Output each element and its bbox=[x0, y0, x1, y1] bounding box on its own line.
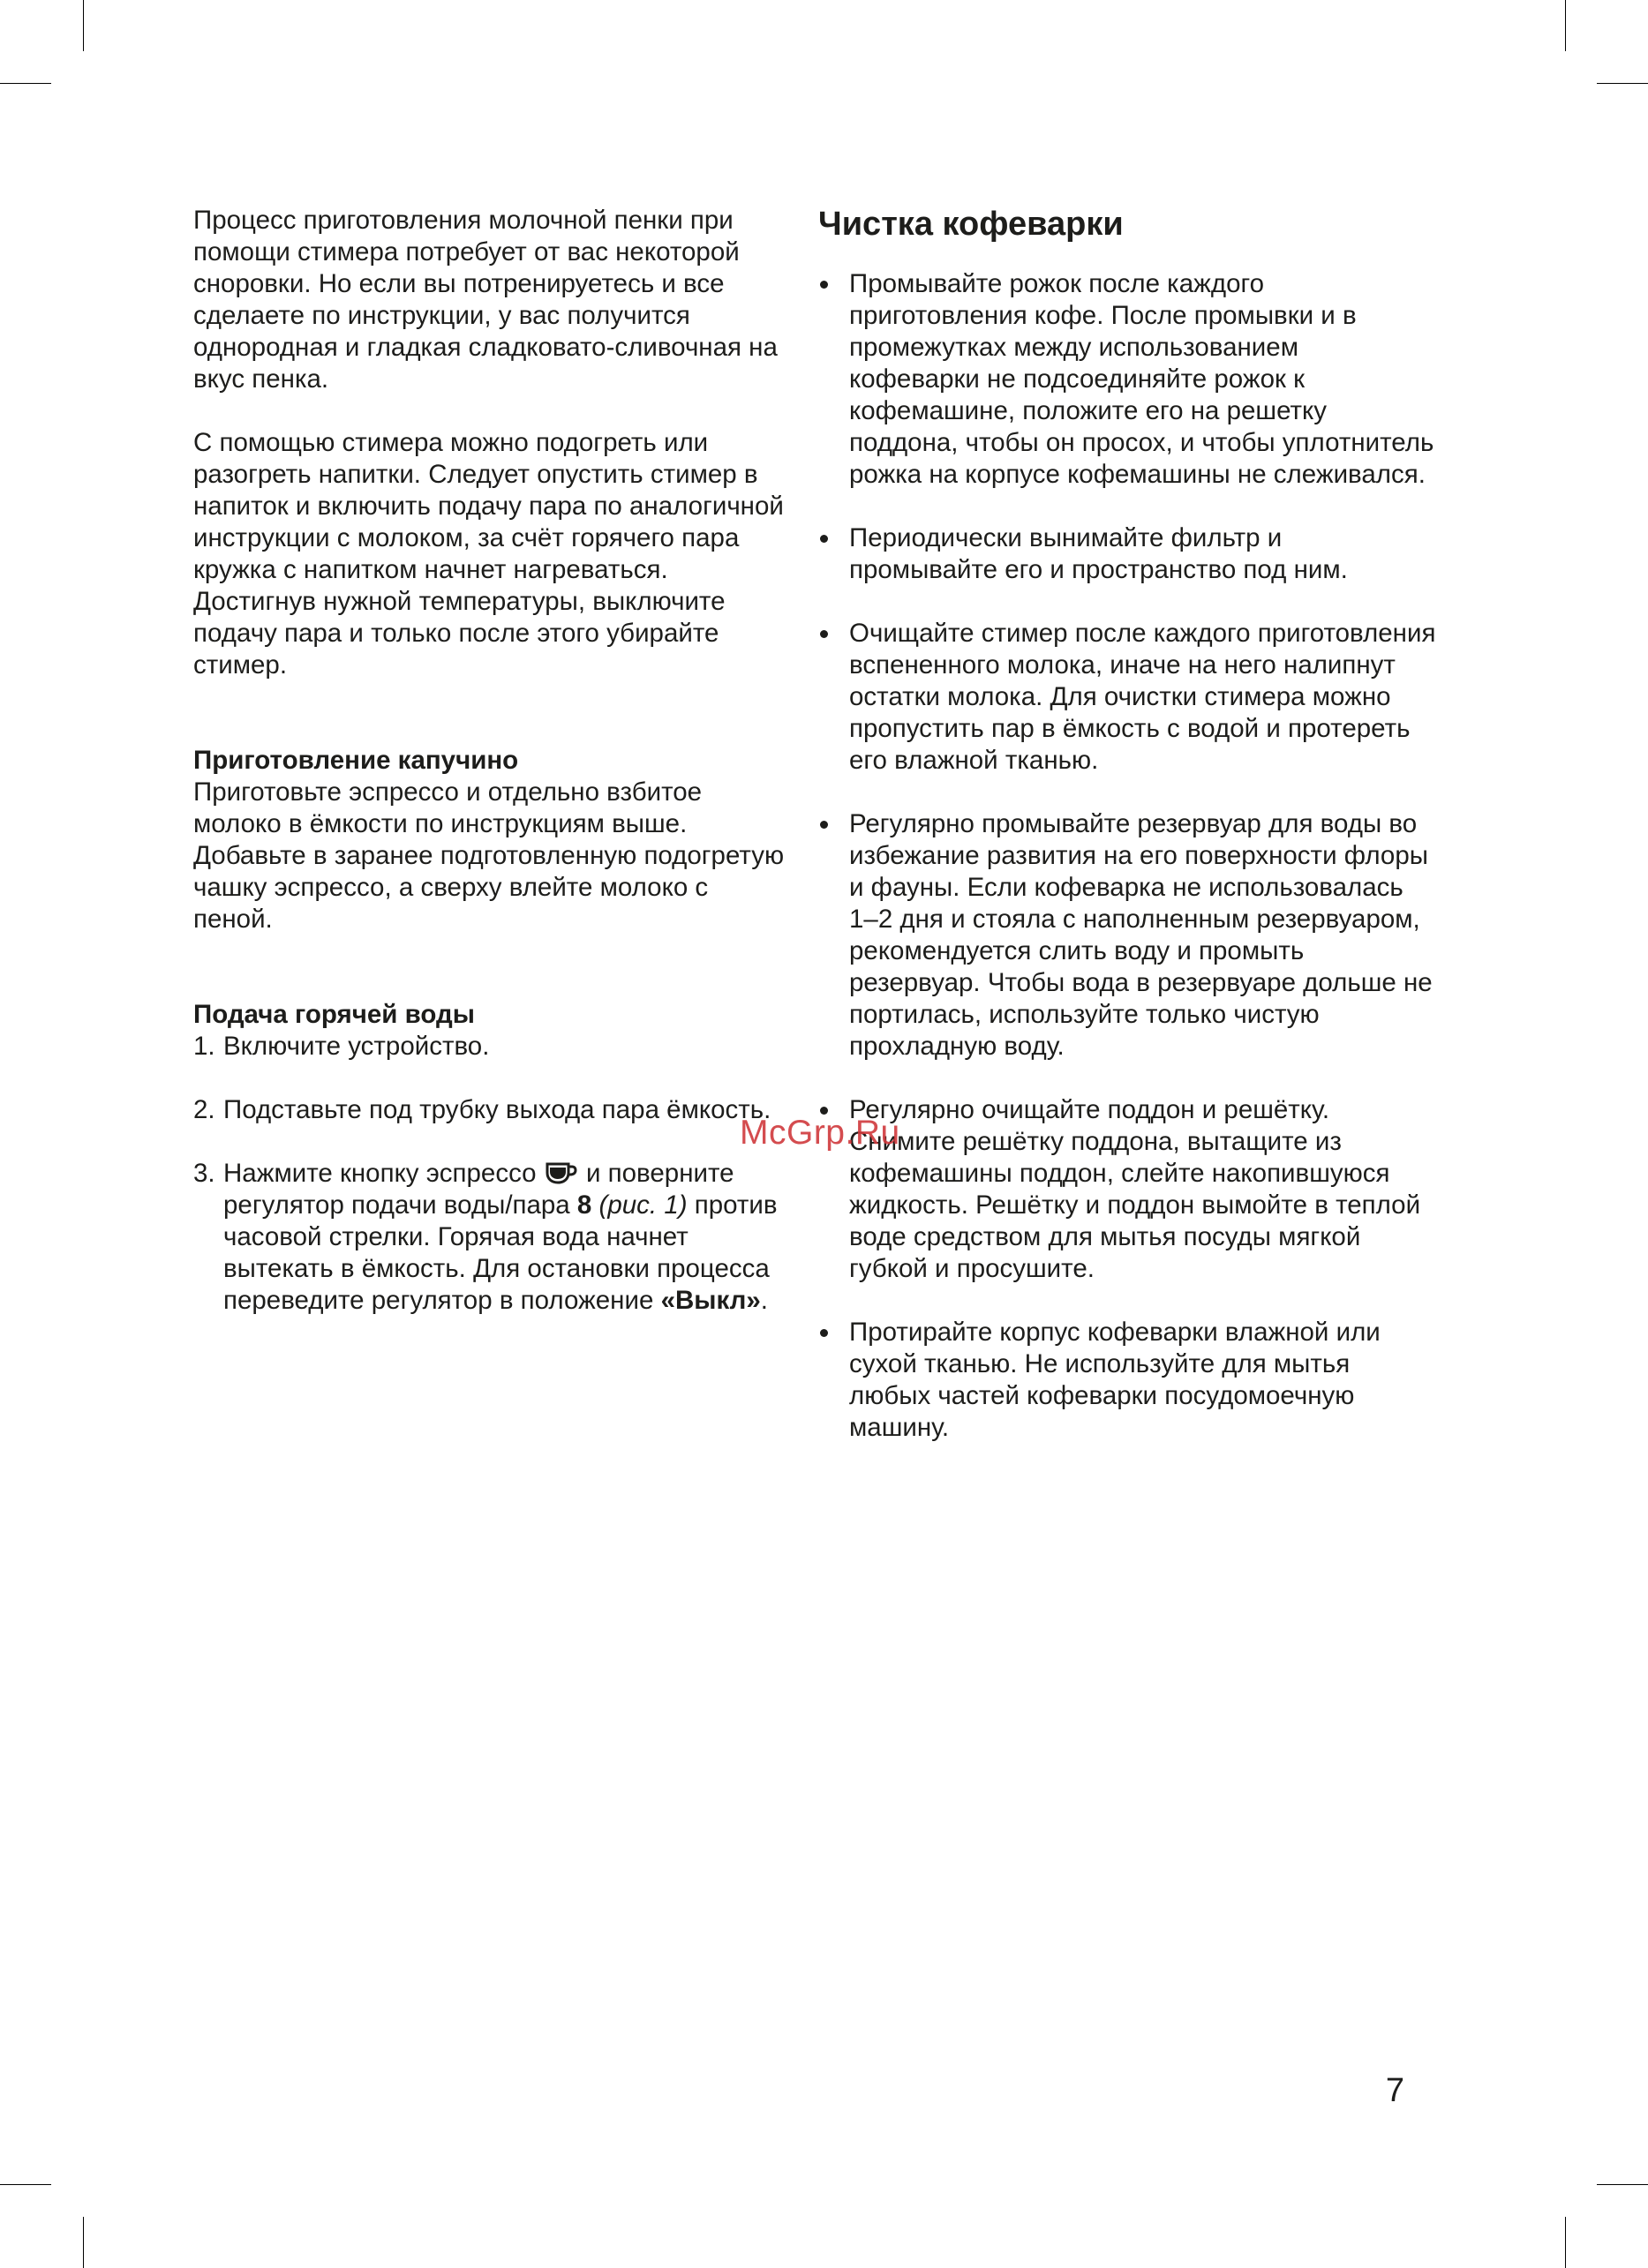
list-item-text: Промывайте рожок после каждого приготовления кофе. После промывки и в промежутках между использованием кофеварки не подсоединяйте рожок к кофемашине, положите его на решетку поддона, чтобы он просох, и чтобы уплотнитель рожка на корпусе кофемашины не слеживался. bbox=[849, 269, 1434, 489]
bullet-dot bbox=[820, 821, 828, 829]
step-text-part1: Нажмите кнопку эспрессо bbox=[223, 1159, 537, 1188]
step-item bbox=[193, 1031, 794, 1063]
step-item bbox=[193, 1158, 794, 1317]
bullet-dot bbox=[820, 1329, 828, 1337]
crop-mark bbox=[0, 83, 51, 84]
step-text: Включите устройство. bbox=[223, 1032, 490, 1061]
off-position-label: «Выкл» bbox=[660, 1286, 761, 1315]
list-item bbox=[818, 522, 1436, 586]
cappuccino-section bbox=[193, 745, 794, 935]
cleaning-list bbox=[818, 268, 1436, 1444]
bullet-dot bbox=[820, 535, 828, 543]
hot-water-steps bbox=[193, 1031, 794, 1317]
list-item-text: Регулярно очищайте поддон и решётку. Снимите решётку поддона, вытащите из кофемашины поддон, слейте накопившуюся жидкость. Решётку и поддон вымойте в теплой воде средством для мытья посуды мягкой губкой и просушите. bbox=[849, 1095, 1421, 1283]
hot-water-heading: Подача горячей воды bbox=[193, 1000, 475, 1029]
crop-mark bbox=[1565, 0, 1566, 51]
hot-water-section bbox=[193, 999, 794, 1317]
step-number: 2. bbox=[193, 1095, 215, 1124]
step-item bbox=[193, 1094, 794, 1126]
watermark: McGrp.Ru bbox=[740, 1114, 900, 1152]
regulator-ref-number: 8 bbox=[576, 1190, 592, 1220]
crop-mark bbox=[0, 2184, 51, 2185]
list-item bbox=[818, 808, 1436, 1063]
cappuccino-text: Приготовьте эспрессо и отдельно взбитое молоко в ёмкости по инструкциям выше. Добавьте в заранее подготовленную подогретую чашку эспрессо, а сверху влейте молоко с пеной. bbox=[193, 777, 785, 934]
crop-mark bbox=[1565, 2217, 1566, 2268]
step-text-part3: против часовой стрелки. Горячая вода начнет вытекать в ёмкость. Для остановки процесса переведите регулятор в положение bbox=[223, 1190, 778, 1315]
step-text: Подставьте под трубку выхода пара ёмкость. bbox=[223, 1095, 771, 1124]
crop-mark bbox=[83, 2217, 84, 2268]
bullet-dot bbox=[820, 281, 828, 289]
intro-paragraph: Процесс приготовления молочной пенки при помощи стимера потребует от вас некоторой сноровки. Но если вы потренируетесь и все сделаете по инструкции, у вас получится однородная и гладкая сладковато-сливочная на вкус пенка. bbox=[193, 206, 778, 394]
list-item bbox=[818, 1317, 1436, 1444]
list-item bbox=[818, 268, 1436, 491]
bullet-dot bbox=[820, 630, 828, 638]
figure-ref: (рис. 1) bbox=[598, 1190, 688, 1220]
list-item-text: Периодически вынимайте фильтр и промывайте его и пространство под ним. bbox=[849, 523, 1348, 584]
list-item bbox=[818, 618, 1436, 777]
step-text-end: . bbox=[760, 1286, 768, 1315]
cleaning-title: Чистка кофеварки bbox=[818, 206, 1124, 243]
heating-paragraph: С помощью стимера можно подогреть или разогреть напитки. Следует опустить стимер в напиток и включить подачу пара по аналогичной инструкции с молоком, за счёт горячего пара кружка с напитком начнет нагреваться. Достигнув нужной температуры, выключите подачу пара и только после этого убирайте стимер. bbox=[193, 428, 784, 680]
step-number: 1. bbox=[193, 1032, 215, 1061]
step-number: 3. bbox=[193, 1159, 215, 1188]
left-column bbox=[193, 205, 794, 1348]
crop-mark bbox=[1597, 2184, 1648, 2185]
crop-mark bbox=[1597, 83, 1648, 84]
cappuccino-heading: Приготовление капучино bbox=[193, 746, 519, 775]
page-number: 7 bbox=[1385, 2072, 1404, 2109]
list-item-text: Протирайте корпус кофеварки влажной или сухой тканью. Не используйте для мытья любых частей кофеварки посудомоечную машину. bbox=[849, 1318, 1381, 1442]
list-item-text: Регулярно промывайте резервуар для воды во избежание развития на его поверхности флоры и фауны. Если кофеварка не использовалась 1–2 дня и стояла с наполненным резервуаром, рекомендуется слить воду и промыть резервуар. Чтобы вода в резервуаре дольше не портилась, используйте только чистую прохладную воду. bbox=[849, 809, 1433, 1061]
crop-mark bbox=[83, 0, 84, 51]
espresso-cup-icon bbox=[546, 1160, 577, 1183]
list-item-text: Очищайте стимер после каждого приготовления вспененного молока, иначе на него налипнут остатки молока. Для очистки стимера можно пропустить пар в ёмкость с водой и протереть его влажной тканью. bbox=[849, 619, 1436, 775]
right-column bbox=[818, 205, 1436, 1476]
step-text-part2: и поверните регулятор подачи воды/пара bbox=[223, 1159, 734, 1220]
list-item bbox=[818, 1094, 1436, 1285]
